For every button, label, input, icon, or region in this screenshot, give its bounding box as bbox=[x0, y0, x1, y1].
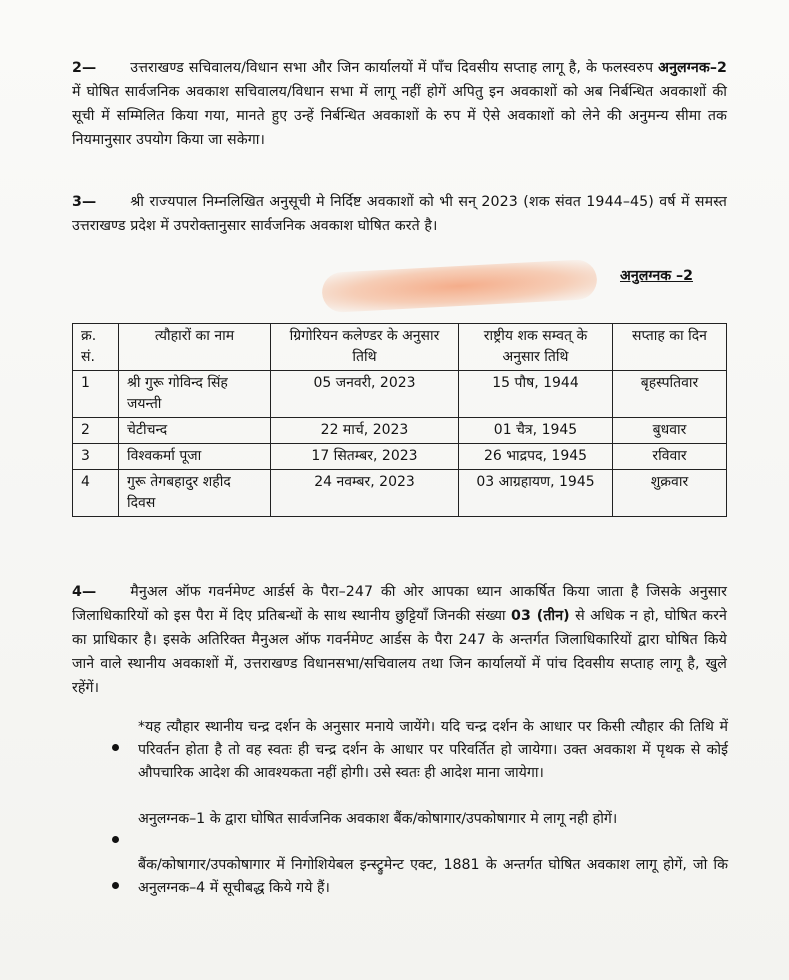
list-item: बैंक/कोषागार/उपकोषागार में निगोशियेबल इन्स्ट्रुमेन्ट एक्ट, 1881 के अन्तर्गत घोषित अवकाश लागू होगें, जो कि अनुलग्नक–4 में सूचीबद्ध किये गये हैं। bbox=[108, 854, 728, 900]
paragraph-number: 2— bbox=[72, 60, 97, 77]
table-row bbox=[73, 444, 727, 470]
paragraph-number: 3— bbox=[72, 194, 97, 211]
table-row bbox=[73, 470, 727, 517]
cell-serial: 4 bbox=[73, 470, 119, 517]
paragraph-text: मैनुअल ऑफ गवर्नमेण्ट आर्डर्स के पैरा–247 की ओर आपका ध्यान आकर्षित किया जाता है जिसके अनुसार जिलाधिकारियों को इस पैरा में दिए प्रतिबन्धों के साथ स्थानीय छुट्टियाँ जिनकी संख्या bbox=[72, 584, 727, 625]
header-weekday: सप्ताह का दिन bbox=[613, 324, 727, 371]
table-row bbox=[73, 418, 727, 444]
cell-serial: 1 bbox=[73, 371, 119, 418]
cell-weekday: बुधवार bbox=[613, 418, 727, 444]
header-serial: क्र. सं. bbox=[73, 324, 119, 371]
table-row bbox=[73, 371, 727, 418]
paragraph-text: में घोषित सार्वजनिक अवकाश सचिवालय/विधान सभा में लागू नहीं होगें अपितु इन अवकाशों को अब निर्बन्धित अवकाशों की सूची में सम्मिलित किया गया, मानते हुए उन्हें निर्बन्धित अवकाशों के रुप में ऐसे अवकाशों को लेने की अनुमन्य सीमा तक नियमानुसार उपयोग किया जा सकेगा। bbox=[72, 84, 727, 149]
cell-weekday: रविवार bbox=[613, 444, 727, 470]
paragraph-text: श्री राज्यपाल निम्नलिखित अनुसूची मे निर्दिष्ट अवकाशों को भी सन् 2023 (शक संवत 1944–45) वर्ष में समस्त उत्तराखण्ड प्रदेश में उपरोक्तानुसार सार्वजनिक अवकाश घोषित करते है। bbox=[72, 194, 727, 235]
paragraph-2 bbox=[72, 56, 727, 152]
notes-list bbox=[108, 716, 728, 923]
cell-shaka-date: 15 पौष, 1944 bbox=[459, 371, 613, 418]
cell-gregorian-date: 17 सितम्बर, 2023 bbox=[271, 444, 459, 470]
list-item: *यह त्यौहार स्थानीय चन्द्र दर्शन के अनुसार मनाये जायेंगे। यदि चन्द्र दर्शन के आधार पर किसी त्यौहार की तिथि में परिवर्तन होता है तो वह स्वतः ही चन्द्र दर्शन के आधार पर परिवर्तित हो जायेगा। उक्त अवकाश में पृथक से कोई औपचारिक आदेश की आवश्यकता नहीं होगी। उसे स्वतः ही आदेश माना जायेगा। bbox=[108, 716, 728, 785]
cell-gregorian-date: 05 जनवरी, 2023 bbox=[271, 371, 459, 418]
cell-shaka-date: 03 आग्रहायण, 1945 bbox=[459, 470, 613, 517]
paragraph-number: 4— bbox=[72, 584, 97, 601]
annexure-ref: अनुलग्नक–2 bbox=[658, 60, 727, 77]
cell-shaka-date: 01 चैत्र, 1945 bbox=[459, 418, 613, 444]
header-gregorian-date: ग्रिगोरियन कलेण्डर के अनुसार तिथि bbox=[271, 324, 459, 371]
annexure-heading: अनुलग्नक –2 bbox=[620, 268, 693, 284]
header-festival-name: त्यौहारों का नाम bbox=[119, 324, 271, 371]
paragraph-3 bbox=[72, 190, 727, 238]
cell-weekday: शुक्रवार bbox=[613, 470, 727, 517]
highlighter-mark bbox=[321, 259, 598, 313]
list-item: अनुलग्नक–1 के द्वारा घोषित सार्वजनिक अवकाश बैंक/कोषागार/उपकोषागार मे लागू नही होगें। bbox=[108, 808, 728, 831]
cell-serial: 2 bbox=[73, 418, 119, 444]
holiday-count: 03 (तीन) bbox=[511, 608, 570, 625]
holiday-table bbox=[72, 323, 727, 517]
paragraph-text: से अधिक न हो, घोषित करने का प्राधिकार है। इसके अतिरिक्त मैनुअल ऑफ गवर्नमेण्ट आर्डस के पैरा 247 के अन्तर्गत जिलाधिकारियों द्वारा घोषित किये जाने वाले स्थानीय अवकाशों में, उत्तराखण्ड विधानसभा/सचिवालय तथा जिन कार्यालयों में पांच दिवसीय सप्ताह लागू है, खुले रहेंगें। bbox=[72, 608, 727, 697]
paragraph-4 bbox=[72, 580, 727, 700]
cell-weekday: बृहस्पतिवार bbox=[613, 371, 727, 418]
table-header-row bbox=[73, 324, 727, 371]
cell-festival-name: विश्वकर्मा पूजा bbox=[119, 444, 271, 470]
cell-festival-name: गुरू तेगबहादुर शहीद दिवस bbox=[119, 470, 271, 517]
paragraph-text: उत्तराखण्ड सचिवालय/विधान सभा और जिन कार्यालयों में पाँच दिवसीय सप्ताह लागू है, के फलस्वरुप bbox=[130, 60, 659, 77]
header-shaka-date: राष्ट्रीय शक सम्वत् के अनुसार तिथि bbox=[459, 324, 613, 371]
cell-gregorian-date: 24 नवम्बर, 2023 bbox=[271, 470, 459, 517]
cell-festival-name: चेटीचन्द bbox=[119, 418, 271, 444]
cell-gregorian-date: 22 मार्च, 2023 bbox=[271, 418, 459, 444]
cell-shaka-date: 26 भाद्रपद, 1945 bbox=[459, 444, 613, 470]
cell-serial: 3 bbox=[73, 444, 119, 470]
cell-festival-name: श्री गुरू गोविन्द सिंह जयन्ती bbox=[119, 371, 271, 418]
